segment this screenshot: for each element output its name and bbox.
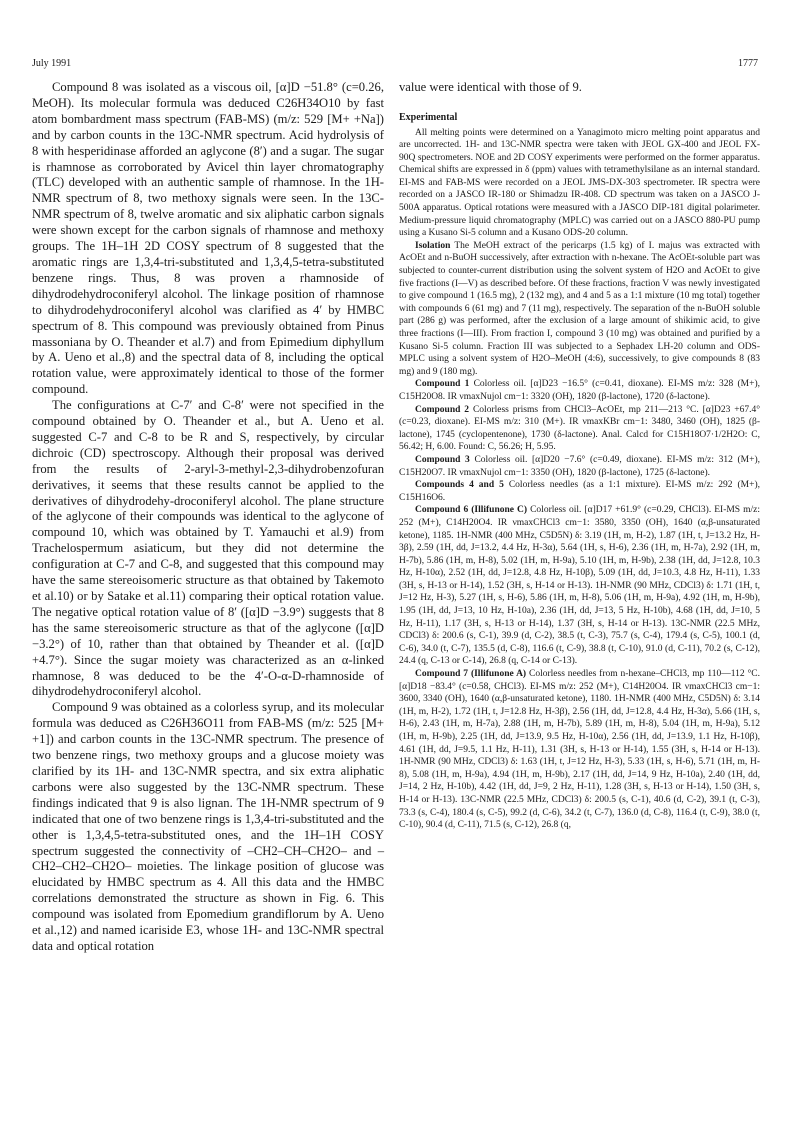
entry-head: Compounds 4 and 5 bbox=[415, 480, 504, 491]
entry-text: Colorless oil. [α]D20 −7.6° (c=0.49, dioxane). EI-MS m/z: 312 (M+), C15H20O7. IR νmaxNujol cm−1: 3350 (OH), 1820 (β-lactone), 1725 (δ-lactone). bbox=[399, 454, 760, 478]
entry-head: Compound 2 bbox=[415, 404, 470, 415]
entry-compound-7 bbox=[399, 668, 760, 832]
entry-compound-1 bbox=[399, 378, 760, 403]
running-header bbox=[32, 58, 758, 72]
entry-head: Compound 7 (Illifunone A) bbox=[415, 669, 527, 680]
entry-head: Isolation bbox=[415, 240, 451, 251]
entry-text: Colorless oil. [α]D17 +61.9° (c=0.29, CHCl3). EI-MS m/z: 252 (M+), C14H20O4. IR νmaxCHCl3 cm−1: 3580, 3350 (OH), 1640 (α,β-unsaturated ketone), 1185. 1H-NMR (400 MHz, C5D5N) δ: 3.19 (1H, m, H-2), 1.87 (1H, t, J=13.2 Hz, H-3β), 2.59 (1H, dd, J=13.2, 4.4 Hz, H-3α), 5.64 (1H, s, H-6), 2.36 (1H, m, H-7a), 2.92 (1H, m, H-7b), 5.86 (1H, m, H-8), 5.02 (1H, m, H-9a), 5.10 (1H, m, H-9b), 2.38 (1H, dd, J=12.8, 10.3 Hz, H-10α), 2.52 (1H, dd, J=12.8, 4.8 Hz, H-10β), 5.09 (1H, dd, J=10.3, 4.8 Hz, H-11), 1.33 (3H, s, H-13 or H-14), 1.52 (3H, s, H-14 or H-13). 1H-NMR (90 MHz, CDCl3) δ: 1.71 (1H, t, J=12 Hz, H-3), 5.27 (1H, s, H-6), 5.86 (1H, m, H-8), 5.06 (1H, m, H-9a), 4.92 (1H, m, H-9b), 1.95 (1H, dd, J=13, 10 Hz, H-10a), 2.36 (1H, dd, J=13, 5 Hz, H-10b), 4.68 (1H, dd, J=10, 5 Hz, H-11), 1.17 (3H, s, H-13 or H-14), 1.37 (3H, s, H-14 or H-13). 13C-NMR (22.5 MHz, CDCl3) δ: 200.6 (s, C-1), 39.9 (d, C-2), 38.5 (t, C-3), 75.7 (s, C-4), 179.4 (s, C-5), 100.1 (d, C-6), 34.0 (t, C-7), 135.5 (d, C-8), 116.6 (t, C-9), 38.8 (t, C-10), 91.0 (d, C-11), 70.2 (s, C-12), 24.4 (q, C-13 or C-14), 26.8 (q, C-14 or C-13). bbox=[399, 505, 761, 667]
issue-date: July 1991 bbox=[32, 58, 72, 69]
left-column bbox=[32, 80, 384, 955]
right-column bbox=[399, 80, 760, 832]
page-number: 1777 bbox=[738, 58, 758, 69]
section-title-experimental: Experimental bbox=[399, 111, 458, 123]
continuation-text: value were identical with those of 9. bbox=[399, 80, 582, 94]
entry-compound-6 bbox=[399, 504, 760, 668]
entry-compound-2 bbox=[399, 404, 760, 454]
entry-text: Colorless prisms from CHCl3–AcOEt, mp 211—213 °C. [α]D23 +67.4° (c=0.23, dioxane). EI-MS m/z: 310 (M+). IR νmaxKBr cm−1: 3480, 3460 (OH), 1825 (β-lactone), 1745 (cyclopentenone), 1730 (δ-lactone). Anal. Calcd for C15H18O7·1/2H2O: C, 56.42; H, 6.00. Found: C, 56.26; H, 5.95. bbox=[399, 404, 760, 453]
entry-text: Colorless needles (as a 1:1 mixture). EI-MS m/z: 292 (M+), C15H16O6. bbox=[399, 480, 761, 503]
paragraph-configurations: The configurations at C-7′ and C-8′ were not specified in the compound obtained by O. Theander et al., but A. Ueno et al. suggested C-7 and C-8 to be R and S, respectively, by circular dichroic (CD) spectroscopy. Although their proposal was derived from the results of 2-aryl-3-methyl-2,3-dihydrobenzofuran derivatives, it seems that these results cannot be applied to the derivatives of dihydrodehy-droconiferyl alcohol. The plane structure of the aglycone of their compounds was identical to the aglycone of compound 10, which was obtained by T. Yamauchi et al.9) from Trachelospermum asiaticum, but they did not determine the configuration at C-7 and C-8, and suggested that this compound may have the same stereoisomeric structure as that obtained by Takemoto et al.10) or by Satake et al.11) comparing their optical rotation value. The negative optical rotation value of 8′ ([α]D −3.9°) suggests that 8 has the same stereoisomeric structure as that of the aglycone ([α]D −3.2°) of 10, rather than that obtained by Theander et al. ([α]D +4.7°). Since the sugar moiety was characterized as an α-linked rhamnose, 8 was deduced to be the 4′-O-α-D-rhamnoside of dihydrodehydroconiferyl alcohol. bbox=[32, 398, 384, 699]
entry-text: Colorless needles from n-hexane–CHCl3, mp 110—112 °C. [α]D18 −83.4° (c=0.58, CHCl3). EI-MS m/z: 252 (M+), C14H20O4. IR νmaxCHCl3 cm−1: 3600, 3340 (OH), 1640 (α,β-unsaturated ketone), 1180. 1H-NMR (400 MHz, C5D5N) δ: 3.14 (1H, m, H-2), 1.72 (1H, t, J=12.8 Hz, H-3β), 2.56 (1H, dd, J=12.8, 4.4 Hz, H-3α), 5.66 (1H, s, H-6), 2.43 (1H, m, H-7a), 2.88 (1H, m, H-7b), 5.89 (1H, m, H-8), 5.04 (1H, m, H-9a), 5.12 (1H, m, H-9b), 2.25 (1H, dd, J=13.9, 9.5 Hz, H-10α), 2.56 (1H, dd, J=13.9, 1.1 Hz, H-10β), 4.61 (1H, dd, J=9.5, 1.1 Hz, H-11), 1.31 (3H, s, H-13 or H-14), 1.55 (3H, s, H-14 or H-13). 1H-NMR (90 MHz, CDCl3) δ: 1.63 (1H, t, J=12 Hz, H-3), 5.33 (1H, s, H-6), 5.71 (1H, m, H-8), 5.08 (1H, m, H-9a), 4.94 (1H, m, H-9b), 2.17 (1H, dd, J=14, 9 Hz, H-10a), 2.40 (1H, dd, J=14, 2 Hz, H-10b), 4.42 (1H, dd, J=9, 2 Hz, H-11), 1.28 (3H, s, H-13 or H-14), 1.50 (3H, s, H-14 or H-13). 13C-NMR (22.5 MHz, CDCl3) δ: 200.5 (s, C-1), 40.6 (d, C-2), 39.1 (t, C-3), 73.3 (s, C-4), 180.4 (s, C-5), 99.2 (d, C-6), 34.2 (t, C-7), 136.0 (d, C-8), 116.4 (t, C-9), 38.0 (t, C-10), 90.4 (d, C-11), 71.5 (s, C-12), 26.8 (q, bbox=[399, 669, 761, 831]
entry-head: Compound 1 bbox=[415, 379, 470, 390]
entry-isolation bbox=[399, 240, 760, 379]
experimental-intro: All melting points were determined on a Yanagimoto micro melting point apparatus and are uncorrected. 1H- and 13C-NMR spectra were taken with JEOL GX-400 and JEOL FX-90Q spectrometers. NOE and 2D COSY experiments were performed on the former apparatus. Chemical shifts are expressed in δ (ppm) values with tetramethylsilane as an internal standard. EI-MS and FAB-MS were recorded on a JEOL JMS-DX-303 spectrometer. IR spectra were recorded on a JASCO IR-180 or Shimadzu IR-408. CD spectrum was taken on a JASCO J-500A apparatus. Optical rotations were measured with a JASCO DIP-181 digital polarimeter. Medium-pressure liquid chromatography (MPLC) was carried out on a JASCO 880-PU pump using a Kusano Si-5 column and a Kusano ODS-20 column. bbox=[399, 127, 760, 239]
entry-text: The MeOH extract of the pericarps (1.5 kg) of I. majus was extracted with AcOEt and n-BuOH successively, after extraction with n-hexane. The AcOEt-soluble part was subjected to counter-current distribution using the solvent system of H2O and AcOEt to give five fractions (I—V) as described before. Of these fractions, fraction V was newly investigated to give compound 1 (16.5 mg), 2 (132 mg), and 4 and 5 as a 1:1 mixture (10 mg total) together with compounds 6 (61 mg) and 7 (11 mg), respectively. The separation of the n-BuOH soluble part (286 g) was performed, after the exclusion of a large amount of shikimic acid, to give three fractions (I—III). From fraction I, compound 3 (10 mg) was obtained and purified by a Kusano Si-5 column. Fraction III was subjected to a Sephadex LH-20 column and ODS-MPLC using a solvent system of H2O–MeOH (4:6), successively, to give compounds 8 (83 mg) and 9 (180 mg). bbox=[399, 240, 760, 377]
paragraph-compound-8: Compound 8 was isolated as a viscous oil, [α]D −51.8° (c=0.26, MeOH). Its molecular formula was deduced C26H34O10 by fast atom bombardment mass spectrum (FAB-MS) (m/z: 529 [M+ +Na]) and by carbon counts in the 13C-NMR spectrum. Acid hydrolysis of 8 with hesperidinase afforded an aglycone (8′) and a sugar. The sugar is rhamnose as corroborated by Avicel thin layer chromatography (TLC) developed with an authentic sample of rhamnose. In the 1H-NMR spectrum of 8, two methoxy signals were seen. In the 13C-NMR spectrum of 8, twelve aromatic and six aliphatic carbon signals were shown except for the carbon signals of rhamnose and methoxy groups. The 1H–1H 2D COSY spectrum of 8 suggested that the aromatic rings are 1,3,4-tri-substituted and 1,3,4,5-tetra-substituted benzene rings. Thus, 8 was proven a rhamnoside of dihydrodehydroconiferyl alcohol. The linkage position of rhamnose to dihydrodehydroconiferyl alcohol was clarified as 4′ by HMBC spectrum of 8. This compound was previously obtained from Pinus massoniana by O. Theander et al.7) and from Epimedium diphyllum by A. Ueno et al.,8) and the spectral data of 8, including the optical rotation value, were approximately identical to those of the former compound. bbox=[32, 80, 384, 397]
entry-compound-3 bbox=[399, 454, 760, 479]
entry-head: Compound 3 bbox=[415, 454, 470, 465]
paragraph-compound-9: Compound 9 was obtained as a colorless syrup, and its molecular formula was deduced as C26H36O11 from FAB-MS (m/z: 525 [M+ +1]) and carbon counts in the 13C-NMR spectrum. The presence of two benzene rings, two methoxy groups and a glucose moiety was clarified by its 1H- and 13C-NMR spectra, and six extra aliphatic carbons were also suggested by the 13C-NMR spectrum. These findings indicated that 9 is also lignan. The 1H-NMR spectrum of 9 indicated that one of two benzene rings is 1,3,4-tri-substituted and the other is 1,3,4,5-tetra-substituted ones, and the 1H–1H COSY spectrum suggested the connectivity of –CH2–CH–CH2O– and –CH2–CH2–CH2O– moieties. The linkage position of glucose was elucidated by HMBC spectrum as 4. All this data and the HMBC correlations demonstrated the structure as shown in Fig. 6. This compound was isolated from Epomedium grandiflorum by A. Ueno et al.,12) and named icariside E3, whose 1H- and 13C-NMR spectral data and optical rotation bbox=[32, 700, 384, 953]
entry-text: Colorless oil. [α]D23 −16.5° (c=0.41, dioxane). EI-MS m/z: 328 (M+), C15H20O8. IR νmaxNujol cm−1: 3320 (OH), 1820 (β-lactone), 1720 (δ-lactone). bbox=[399, 379, 760, 402]
entry-compounds-4-5 bbox=[399, 479, 760, 504]
entry-head: Compound 6 (Illifunone C) bbox=[415, 505, 528, 516]
